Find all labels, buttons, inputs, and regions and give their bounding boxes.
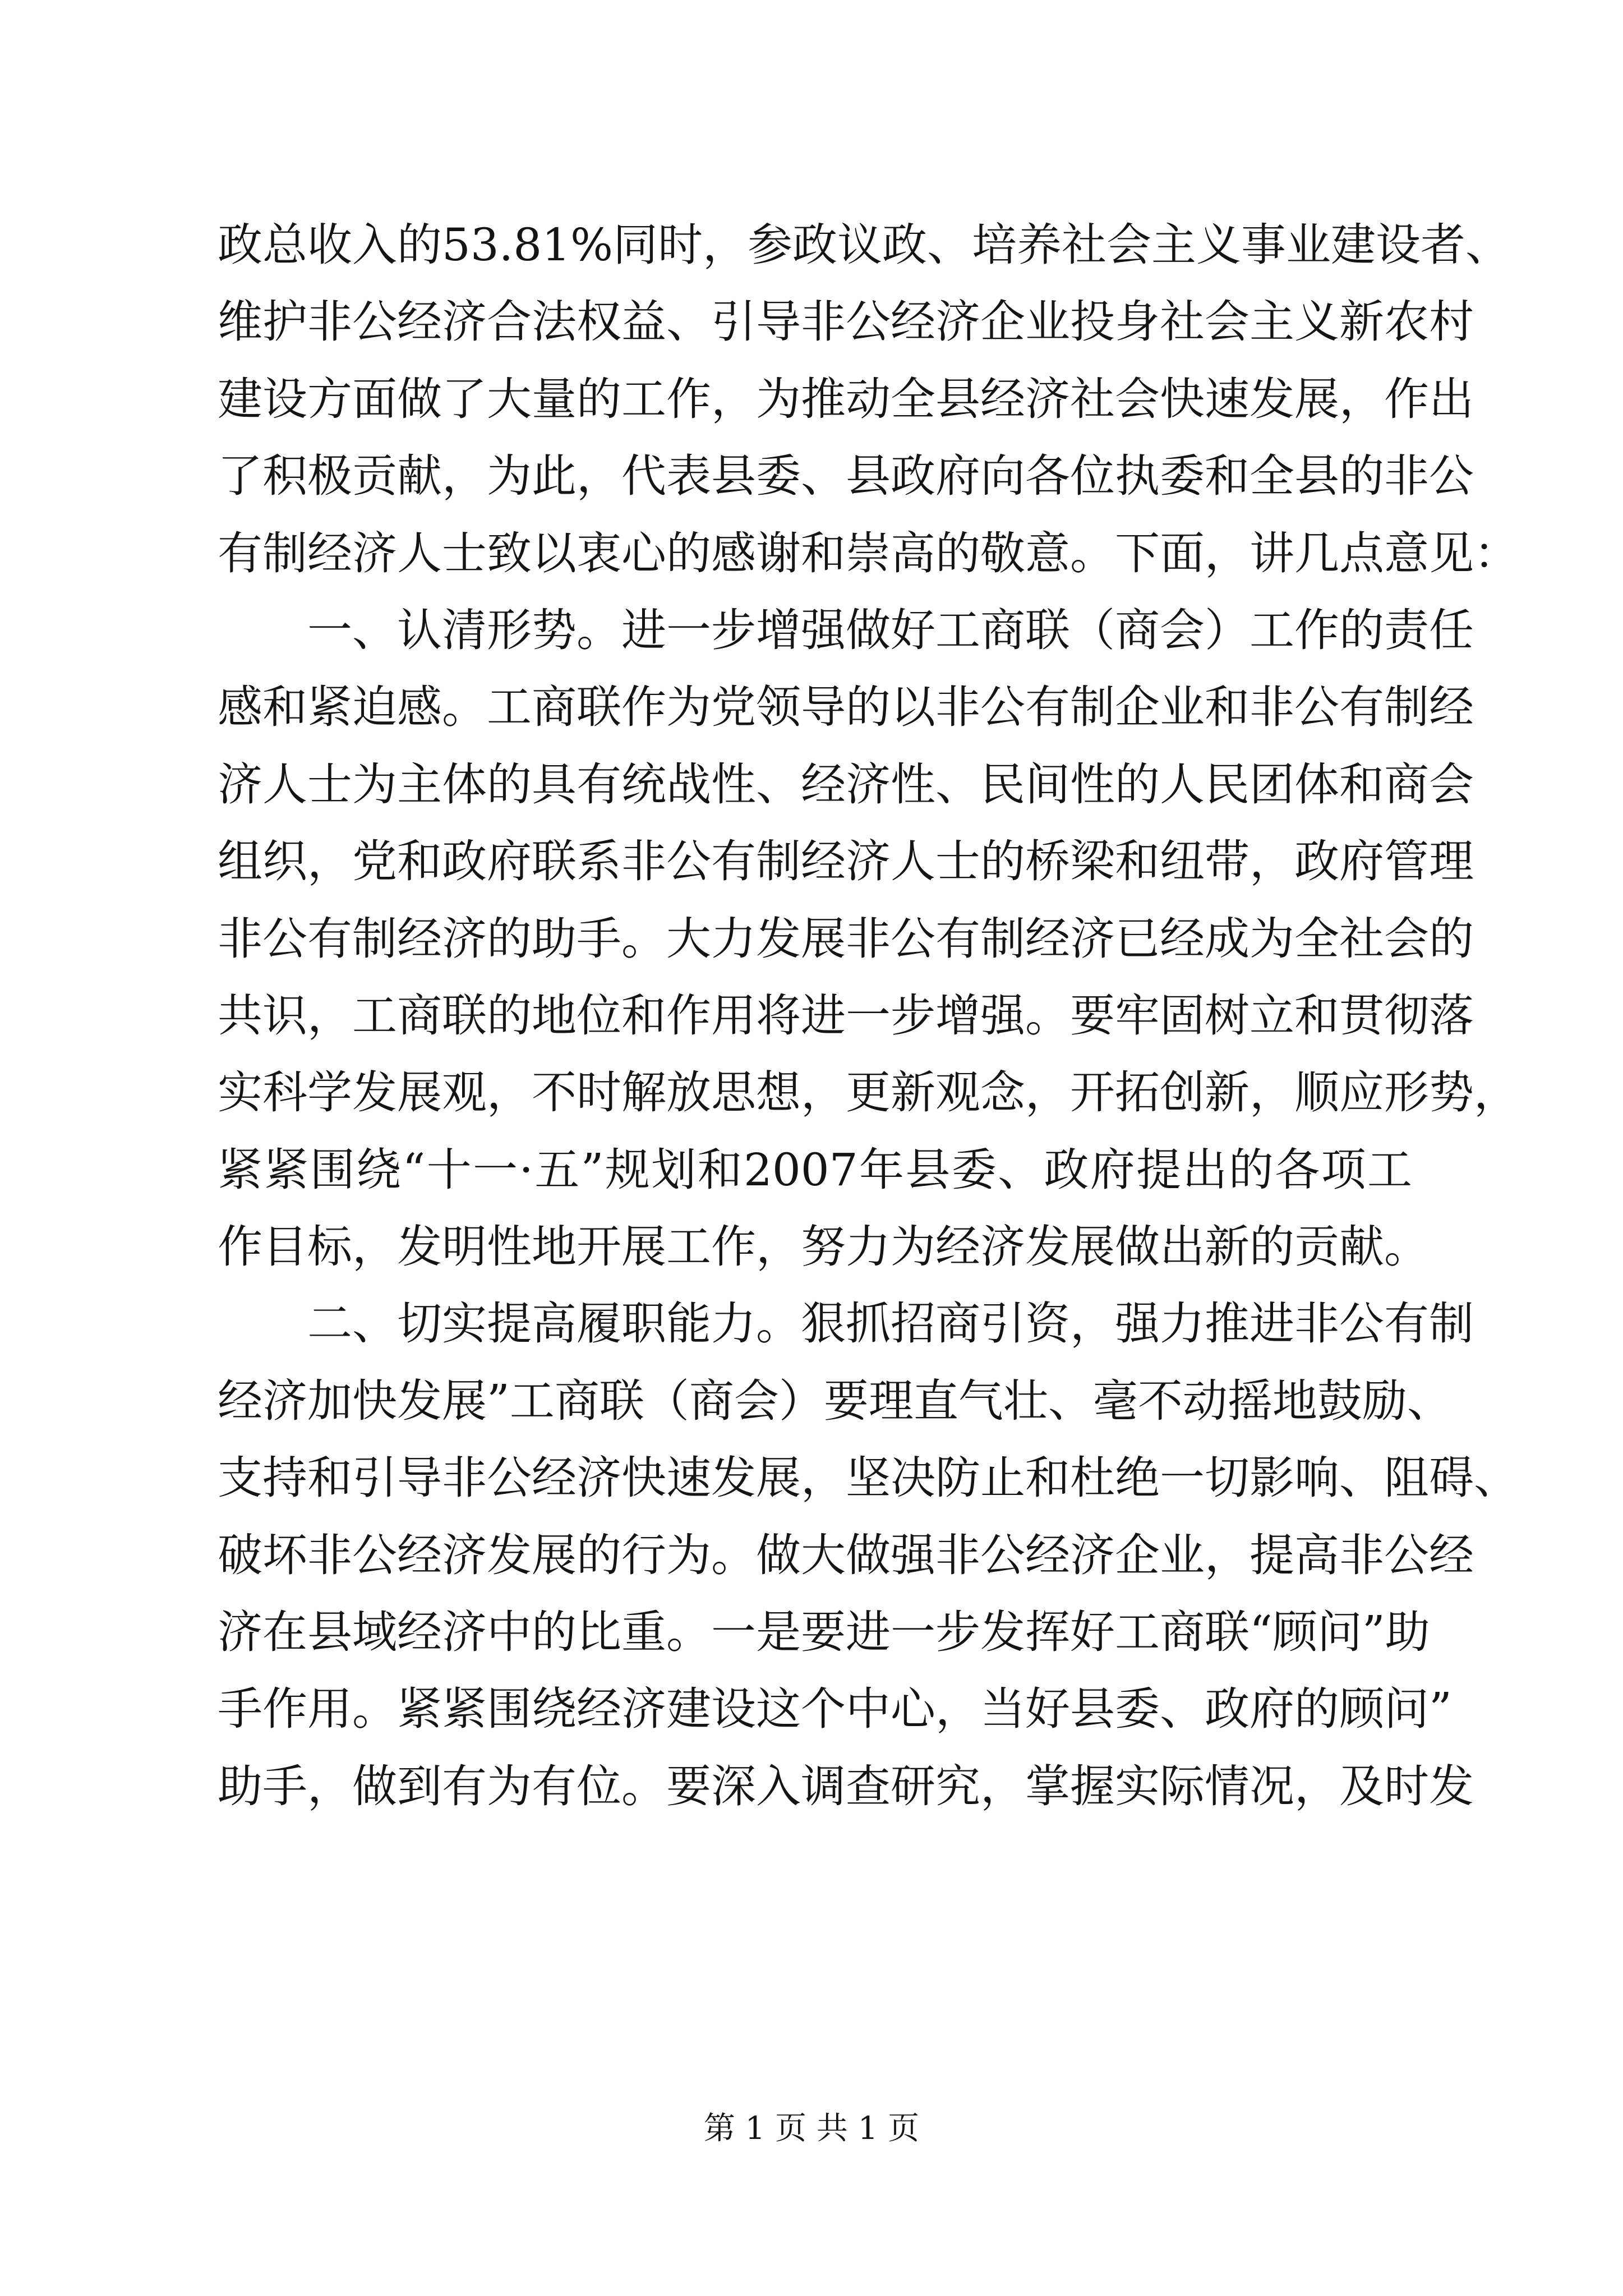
text-line-3: 建设方面做了大量的工作，为推动全县经济社会快速发展，作出 <box>218 372 1474 425</box>
text-line-15: 二、切实提高履职能力。狠抓招商引资，强力推进非公有制 <box>307 1297 1474 1350</box>
text-line-19: 济在县域经济中的比重。一是要进一步发挥好工商联“顾问”助 <box>218 1606 1430 1659</box>
text-line-8: 济人士为主体的具有统战性、经济性、民间性的人民团体和商会 <box>218 758 1474 811</box>
text-line-1: 政总收入的53.81%同时，参政议政、培养社会主义事业建设者、 <box>218 219 1511 271</box>
text-line-16: 经济加快发展”工商联（商会）要理直气壮、毫不动摇地鼓励、 <box>218 1374 1452 1427</box>
text-line-20: 手作用。紧紧围绕经济建设这个中心，当好县委、政府的顾问” <box>218 1683 1452 1736</box>
body-text <box>218 206 1519 1825</box>
text-line-7: 感和紧迫感。工商联作为党领导的以非公有制企业和非公有制经 <box>218 681 1474 734</box>
text-line-6: 一、认清形势。进一步增强做好工商联（商会）工作的责任 <box>307 604 1474 656</box>
page-footer: 第 1 页 共 1 页 <box>703 2110 920 2147</box>
text-line-13: 紧紧围绕“十一·五”规划和2007年县委、政府提出的各项工 <box>218 1143 1412 1196</box>
text-line-14: 作目标，发明性地开展工作，努力为经济发展做出新的贡献。 <box>218 1221 1429 1273</box>
text-line-4: 了积极贡献，为此，代表县委、县政府向各位执委和全县的非公 <box>218 450 1474 503</box>
text-line-18: 破坏非公经济发展的行为。做大做强非公经济企业，提高非公经 <box>218 1529 1474 1581</box>
text-line-17: 支持和引导非公经济快速发展，坚决防止和杜绝一切影响、阻碍、 <box>218 1452 1519 1504</box>
text-line-10: 非公有制经济的助手。大力发展非公有制经济已经成为全社会的 <box>218 912 1474 965</box>
text-line-2: 维护非公经济合法权益、引导非公经济企业投身社会主义新农村 <box>218 296 1474 348</box>
text-line-9: 组织，党和政府联系非公有制经济人士的桥梁和纽带，政府管理 <box>218 835 1474 888</box>
text-line-12: 实科学发展观，不时解放思想，更新观念，开拓创新，顺应形势， <box>218 1066 1519 1119</box>
text-line-5: 有制经济人士致以衷心的感谢和崇高的敬意。下面，讲几点意见： <box>218 527 1519 579</box>
text-line-21: 助手，做到有为有位。要深入调查研究，掌握实际情况，及时发 <box>218 1760 1474 1812</box>
text-line-11: 共识，工商联的地位和作用将进一步增强。要牢固树立和贯彻落 <box>218 989 1474 1042</box>
